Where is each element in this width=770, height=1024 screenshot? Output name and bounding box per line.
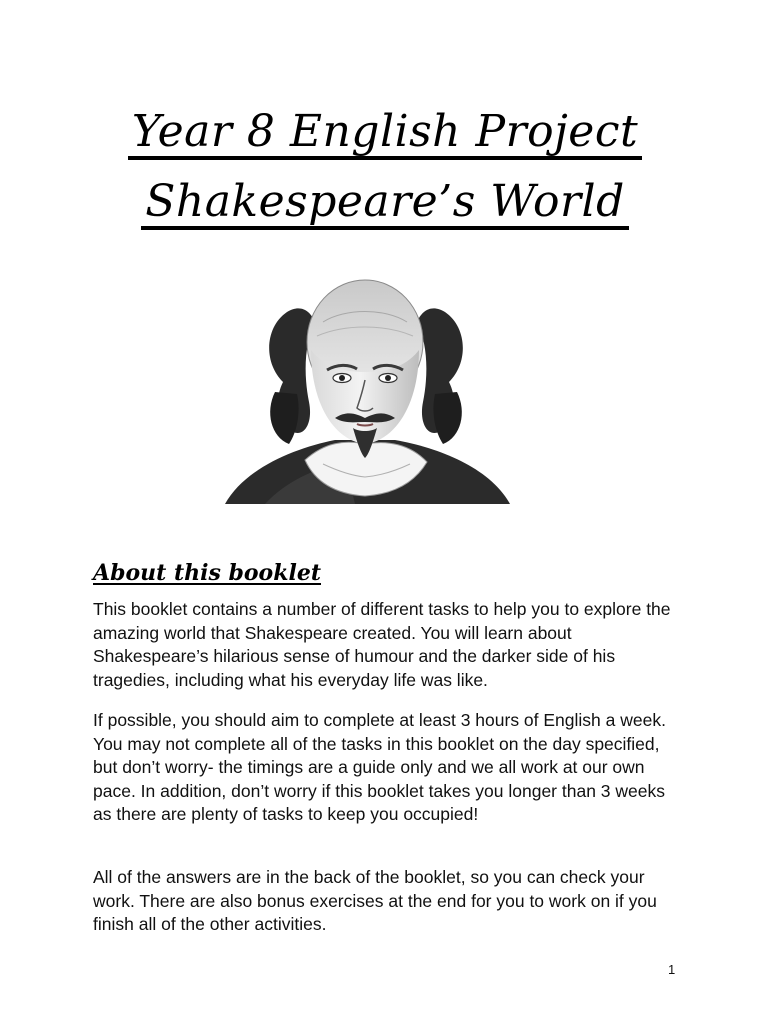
section-heading: About this booklet [93,560,321,586]
title-line-1-text: Year 8 English Project [128,110,642,160]
paragraph-timing: If possible, you should aim to complete at least 3 hours of English a week. You may not complete all of the tasks in this booklet on the day specified, but don’t worry- the timings are a guide only and we all work at our own pace. In addition, don’t worry if this booklet takes you longer than 3 weeks as there are plenty of tasks to keep you occupied! [93,710,666,824]
paragraph-intro: This booklet contains a number of different tasks to help you to explore the amazing world that Shakespeare created. You will learn about Shakespeare’s hilarious sense of humour and the darker side of his tragedies, including what his everyday life was like. [93,599,671,690]
paragraph-answers: All of the answers are in the back of the booklet, so you can check your work. There are also bonus exercises at the end for you to work on if you finish all of the other activities. [93,867,657,934]
shakespeare-portrait-image [205,272,525,504]
title-line-2-text: Shakespeare’s World [141,180,629,230]
title-line-2 [0,176,770,230]
title-line-1 [0,106,770,160]
page-number: 1 [668,962,676,977]
